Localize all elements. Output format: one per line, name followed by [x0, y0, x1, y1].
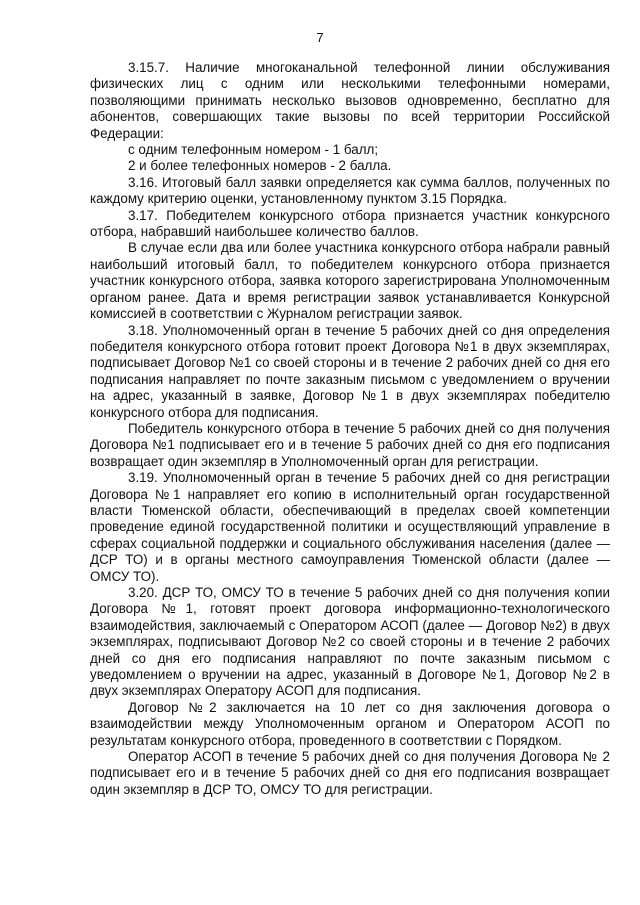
paragraph-operator-signs: Оператор АСОП в течение 5 рабочих дней со дня получения Договора № 2 подписывает его и в течение 5 рабочих дней со дня его подписания возвращает один экземпляр в ДСР ТО, ОМСУ ТО для регистрации.	[90, 749, 610, 797]
paragraph-two-numbers: 2 и более телефонных номеров - 2 балла.	[128, 158, 392, 174]
paragraph-3-19: 3.19. Уполномоченный орган в течение 5 рабочих дней со дня регистрации Договора №1 направляет его копию в исполнительный орган государственной власти Тюменской области, обеспечивающий в пределах своей компетенции проведение единой государственной политики и осуществляющий управление в сферах социальной поддержки и социального обслуживания населения (далее — ДСР ТО) и в органы местного самоуправления Тюменской области (далее — ОМСУ ТО).	[90, 470, 610, 584]
paragraph-3-17: 3.17. Победителем конкурсного отбора признается участник конкурсного отбора, набравший наибольшее количество баллов.	[90, 207, 610, 240]
paragraph-one-number: с одним телефонным номером - 1 балл;	[128, 142, 379, 158]
paragraph-winner-signs: Победитель конкурсного отбора в течение 5 рабочих дней со дня получения Договора №1 подписывает его и в течение 5 рабочих дней со дня его подписания возвращает один экземпляр в Уполномоченный орган для регистрации.	[90, 420, 610, 469]
paragraph-3-16: 3.16. Итоговый балл заявки определяется как сумма баллов, полученных по каждому критерию оценки, установленному пунктом 3.15 Порядка.	[90, 174, 610, 207]
paragraph-3-15-7: 3.15.7. Наличие многоканальной телефонной линии обслуживания физических лиц с одним или несколькими телефонными номерами, позволяющими принимать несколько вызовов одновременно, бесплатно для абонентов, совершающих такие вызовы по всей территории Российской Федерации:	[90, 60, 610, 141]
paragraph-tie-rule: В случае если два или более участника конкурсного отбора набрали равный наибольший итоговый балл, то победителем конкурсного отбора признается участник конкурсного отбора, заявка которого зарегистрирована Уполномоченным органом ранее. Дата и время регистрации заявок устанавливается Конкурсной комиссией в соответствии с Журналом регистрации заявок.	[90, 240, 610, 322]
paragraph-3-18: 3.18. Уполномоченный орган в течение 5 рабочих дней со дня определения победителя конкурсного отбора готовит проект Договора №1 в двух экземплярах, подписывает Договор №1 со своей стороны и в течение 2 рабочих дней со дня его подписания направляет по почте заказным письмом с уведомлением о вручении на адрес, указанный в заявке, Договор №1 в двух экземплярах победителю конкурсного отбора для подписания.	[90, 322, 610, 420]
paragraph-contract-term: Договор №2 заключается на 10 лет со дня заключения договора о взаимодействии между Уполномоченным органом и Оператором АСОП по результатам конкурсного отбора, проведенного в соответствии с Порядком.	[90, 699, 610, 748]
page-number: 7	[316, 30, 324, 45]
paragraph-3-20: 3.20. ДСР ТО, ОМСУ ТО в течение 5 рабочих дней со дня получения копии Договора №1, готовят проект договора информационно-технологического взаимодействия, заключаемый с Оператором АСОП (далее — Договор №2) в двух экземплярах, подписывают Договор №2 со своей стороны и в течение 2 рабочих дней со дня его подписания направляют по почте заказным письмом с уведомлением о вручении на адрес, указанный в Договоре №1, Договор №2 в двух экземплярах Оператору АСОП для подписания.	[90, 585, 610, 699]
document-body	[90, 60, 610, 798]
